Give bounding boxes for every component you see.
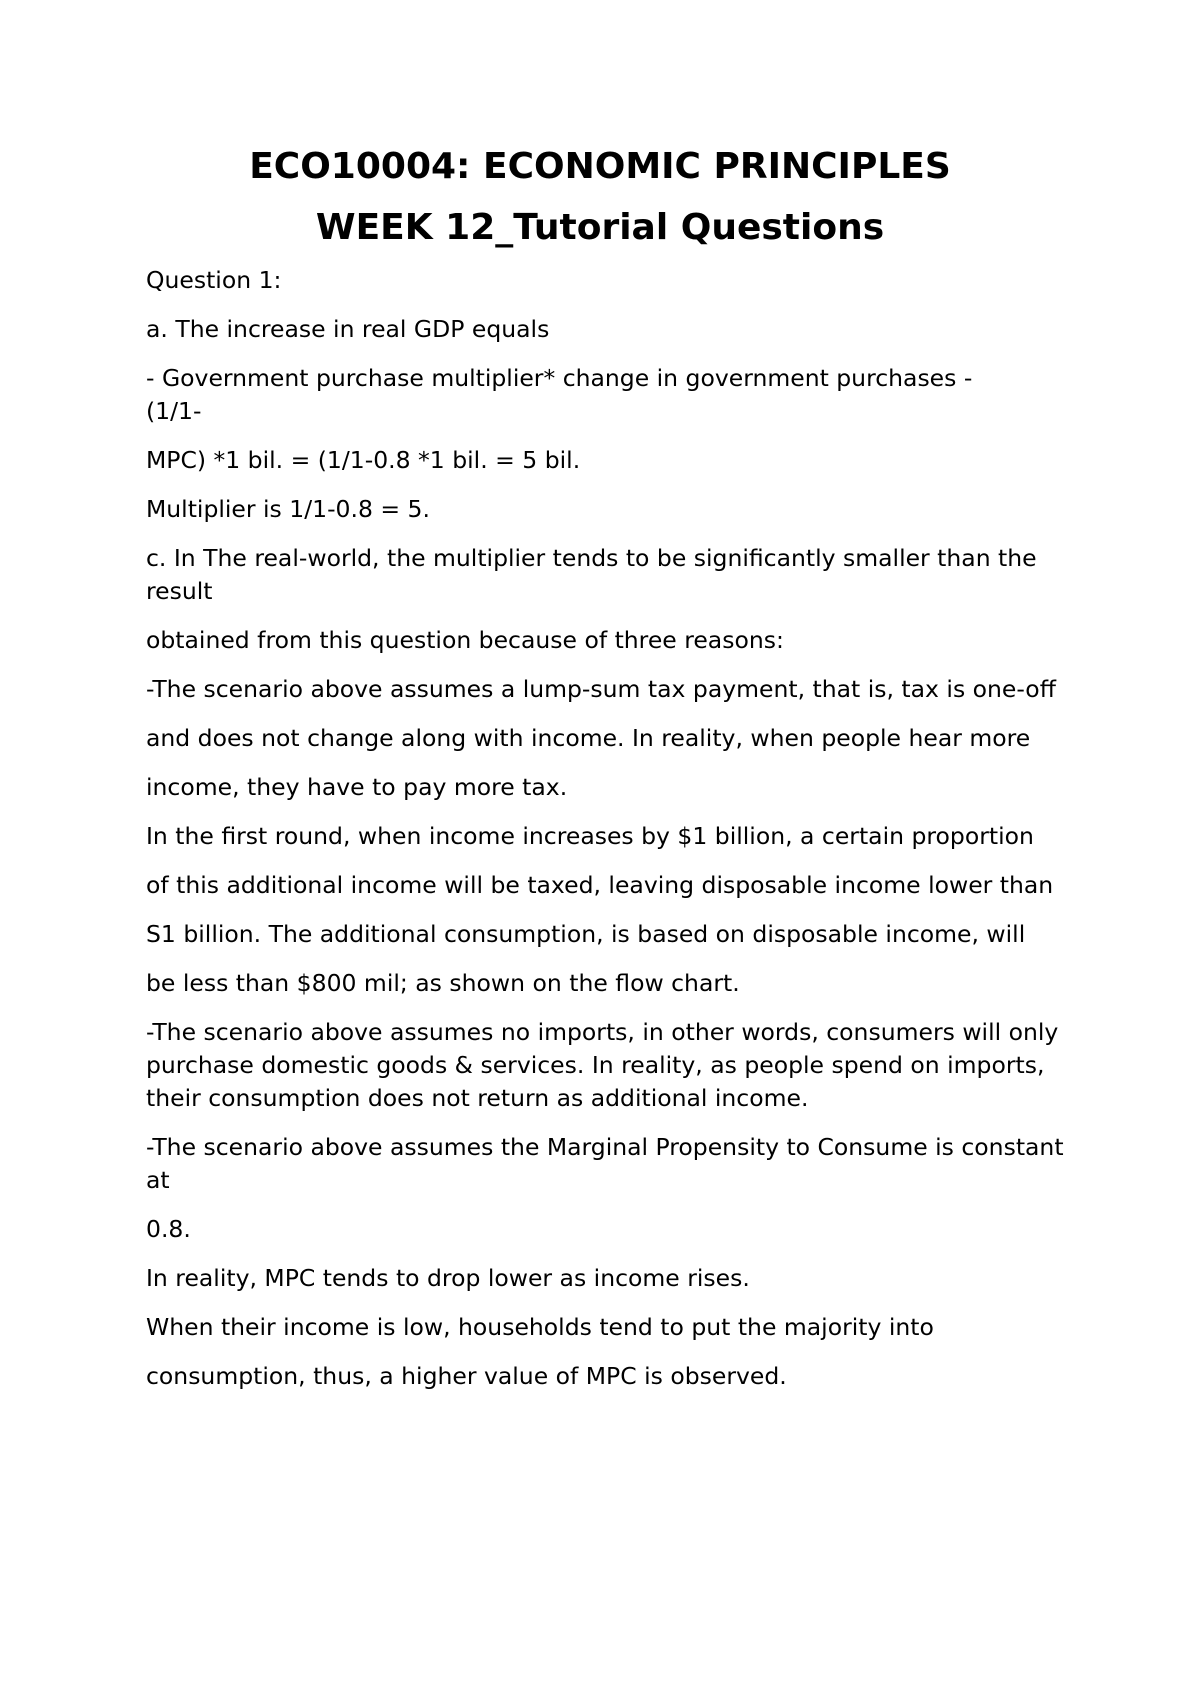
document-body	[146, 264, 1066, 1409]
paragraph: of this additional income will be taxed, leaving disposable income lower than	[146, 871, 1054, 899]
paragraph: 0.8.	[146, 1215, 191, 1243]
question-heading: Question 1:	[146, 266, 282, 294]
paragraph: -The scenario above assumes a lump-sum tax payment, that is, tax is one-off	[146, 675, 1056, 703]
paragraph: In reality, MPC tends to drop lower as income rises.	[146, 1264, 750, 1292]
paragraph: MPC) *1 bil. = (1/1-0.8 *1 bil. = 5 bil.	[146, 446, 581, 474]
paragraph: S1 billion. The additional consumption, is based on disposable income, will	[146, 920, 1026, 948]
course-title: ECO10004: ECONOMIC PRINCIPLES	[249, 146, 951, 187]
paragraph: be less than $800 mil; as shown on the flow chart.	[146, 969, 740, 997]
paragraph: Multiplier is 1/1-0.8 = 5.	[146, 495, 430, 523]
paragraph: a. The increase in real GDP equals	[146, 315, 550, 343]
paragraph: In the first round, when income increases by $1 billion, a certain proportion	[146, 822, 1034, 850]
paragraph: - Government purchase multiplier* change in government purchases - (1/1-	[146, 364, 973, 425]
paragraph: -The scenario above assumes no imports, in other words, consumers will only purchase domestic goods & services. In reality, as people spend on imports, their consumption does not return as additional income.	[146, 1018, 1059, 1112]
tutorial-title: WEEK 12_Tutorial Questions	[315, 207, 885, 248]
paragraph: -The scenario above assumes the Marginal Propensity to Consume is constant at	[146, 1133, 1064, 1194]
paragraph: income, they have to pay more tax.	[146, 773, 568, 801]
paragraph: obtained from this question because of three reasons:	[146, 626, 784, 654]
paragraph: c. In The real-world, the multiplier tends to be significantly smaller than the result	[146, 544, 1037, 605]
paragraph: When their income is low, households tend to put the majority into	[146, 1313, 934, 1341]
paragraph: consumption, thus, a higher value of MPC is observed.	[146, 1362, 787, 1390]
paragraph: and does not change along with income. In reality, when people hear more	[146, 724, 1031, 752]
